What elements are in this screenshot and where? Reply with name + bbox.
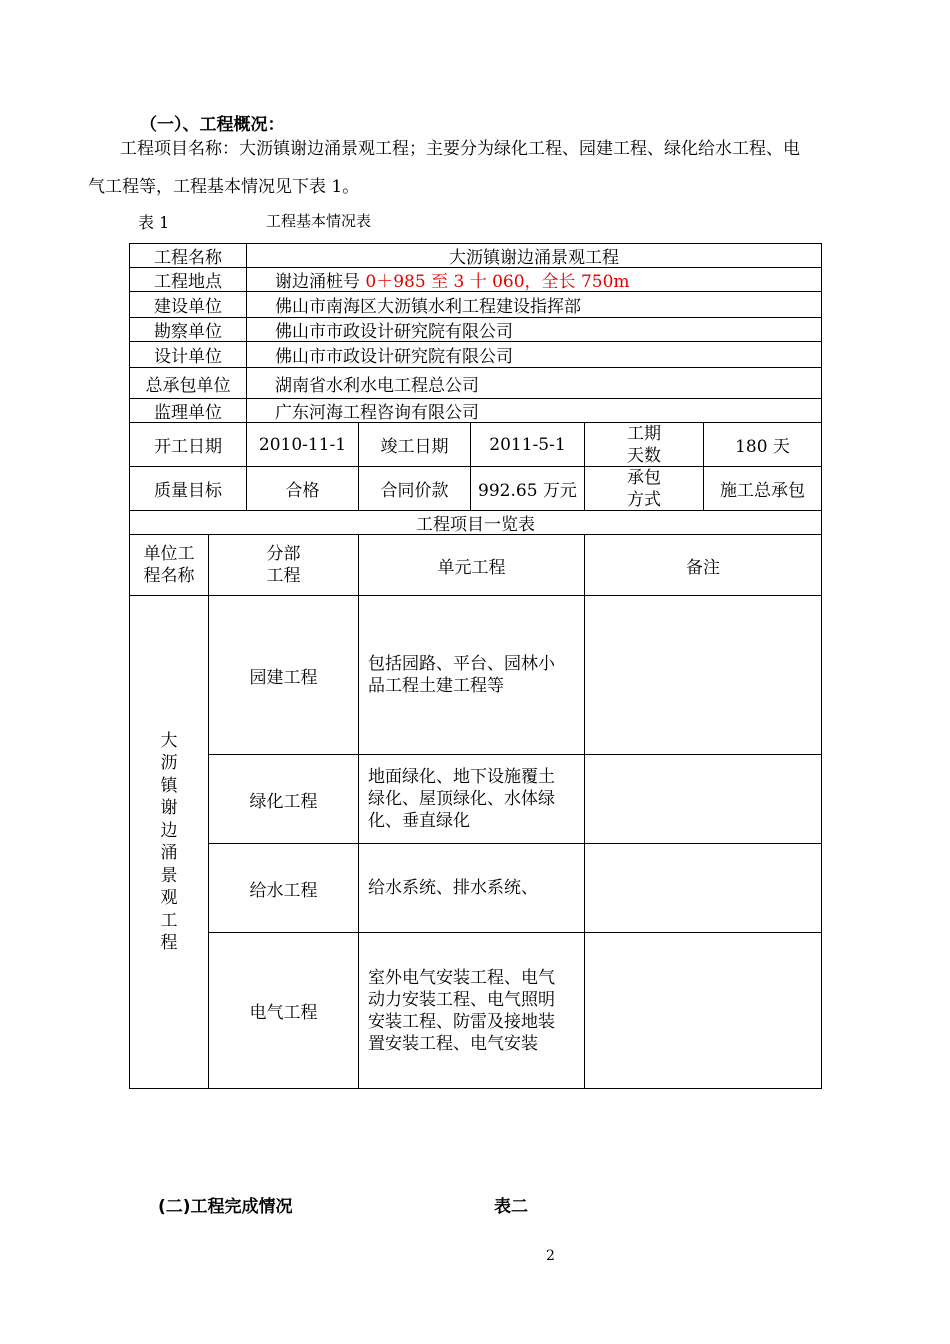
duration-label-1: 工期: [627, 423, 661, 444]
value-builder: 佛山市南海区大沥镇水利工程建设指挥部: [246, 291, 822, 318]
element-line: 化、垂直绿化: [368, 811, 470, 831]
label-survey: 勘察单位: [129, 317, 247, 342]
label-supervisor: 监理单位: [129, 398, 247, 423]
value-supervisor: 广东河海工程咨询有限公司: [246, 398, 822, 423]
label-location: 工程地点: [129, 267, 247, 292]
element-line: 安装工程、防雷及接地装: [368, 1011, 555, 1032]
label-builder: 建设单位: [129, 291, 247, 318]
element-line: 包括园路、平台、园林小: [368, 654, 555, 674]
label-end-date: 竣工日期: [358, 422, 471, 467]
header-part-1: 分部: [266, 544, 301, 564]
element-line: 给水系统、排水系统、: [368, 878, 538, 898]
value-duration: 180 天: [703, 422, 822, 467]
unit-char: 景: [160, 865, 178, 886]
value-contract-mode: 施工总承包: [703, 466, 822, 511]
sub-project-elements: [358, 843, 585, 933]
contract-label-2: 方式: [627, 489, 661, 510]
header-unit-name: [129, 534, 209, 596]
sub-project-elements: [358, 932, 585, 1089]
section2-heading: (二)工程完成情况: [158, 1197, 293, 1217]
location-prefix: 谢边涌桩号: [275, 272, 366, 292]
element-line: 室外电气安装工程、电气: [368, 967, 555, 988]
unit-char: 沥: [160, 753, 178, 773]
sub-project-remark: [584, 843, 822, 933]
page-number: 2: [546, 1248, 555, 1264]
section2-table-label: 表二: [494, 1197, 528, 1217]
element-line: 动力安装工程、电气照明: [368, 989, 555, 1010]
table-caption: 工程基本情况表: [266, 212, 372, 230]
sub-project-elements: [358, 754, 585, 844]
list-title: 工程项目一览表: [129, 510, 822, 535]
value-price: 992.65 万元: [470, 466, 585, 511]
label-quality: 质量目标: [129, 466, 247, 511]
intro-line-2: 气工程等，工程基本情况见下表 1。: [88, 177, 360, 197]
unit-name-cell: [129, 595, 209, 1089]
element-line: 置安装工程、电气安装: [368, 1033, 538, 1054]
label-design: 设计单位: [129, 341, 247, 368]
label-contractor: 总承包单位: [129, 367, 247, 399]
value-contractor: 湖南省水利水电工程总公司: [246, 367, 822, 399]
element-line: 品工程土建工程等: [368, 676, 504, 696]
unit-name-vertical: [159, 730, 179, 955]
value-location: [246, 267, 822, 292]
value-project-name: 大沥镇谢边涌景观工程: [246, 243, 822, 268]
element-line: 地面绿化、地下设施覆土: [368, 767, 555, 787]
header-unit-2: 程名称: [143, 566, 195, 586]
label-contract-mode: [584, 466, 704, 511]
location-range: 0＋985 至 3 十 060，全长 750m: [365, 272, 630, 292]
sub-project-elements: [358, 595, 585, 755]
header-unit-1: 单位工: [143, 544, 195, 564]
duration-label-2: 天数: [627, 445, 661, 466]
section-heading: （一）、工程概况：: [140, 115, 285, 135]
header-part: [208, 534, 359, 596]
unit-char: 工: [160, 910, 178, 931]
unit-char: 边: [160, 820, 178, 841]
contract-label-1: 承包: [627, 467, 661, 488]
sub-project-remark: [584, 754, 822, 844]
value-survey: 佛山市市政设计研究院有限公司: [246, 317, 822, 342]
label-price: 合同价款: [358, 466, 471, 511]
value-quality: 合格: [246, 466, 359, 511]
unit-char: 涌: [160, 843, 178, 863]
intro-line-1: 工程项目名称：大沥镇谢边涌景观工程；主要分为绿化工程、园建工程、绿化给水工程、电: [120, 139, 800, 159]
value-start-date: 2010-11-1: [246, 422, 359, 467]
sub-project-name: 给水工程: [208, 843, 359, 933]
value-end-date: 2011-5-1: [470, 422, 585, 467]
unit-char: 观: [160, 888, 178, 908]
sub-project-name: 电气工程: [208, 932, 359, 1089]
label-start-date: 开工日期: [129, 422, 247, 467]
table-label: 表 1: [138, 213, 170, 232]
unit-char: 程: [160, 933, 178, 953]
unit-char: 大: [160, 730, 178, 751]
label-project-name: 工程名称: [129, 243, 247, 268]
header-part-2: 工程: [266, 566, 301, 586]
value-design: 佛山市市政设计研究院有限公司: [246, 341, 822, 368]
sub-project-remark: [584, 595, 822, 755]
header-remark: 备注: [584, 534, 822, 596]
sub-project-remark: [584, 932, 822, 1089]
sub-project-name: 园建工程: [208, 595, 359, 755]
header-element: 单元工程: [358, 534, 585, 596]
label-duration: [584, 422, 704, 467]
unit-char: 谢: [160, 798, 178, 818]
unit-char: 镇: [160, 775, 178, 796]
sub-project-name: 绿化工程: [208, 754, 359, 844]
element-line: 绿化、屋顶绿化、水体绿: [368, 789, 555, 809]
